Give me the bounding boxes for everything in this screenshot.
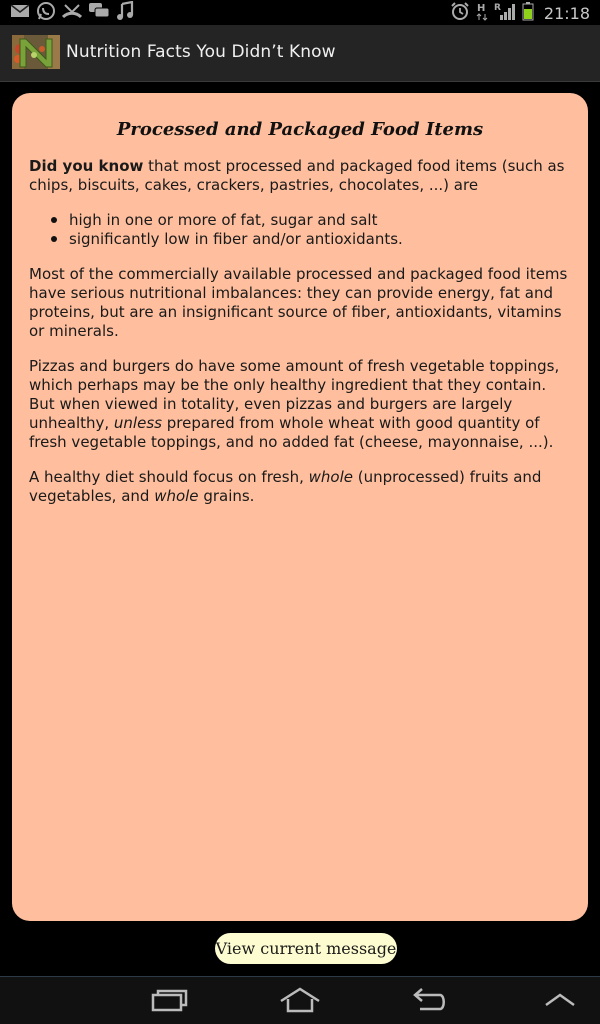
whole-emphasis: whole — [154, 487, 199, 505]
back-icon — [412, 987, 448, 1017]
status-bar — [0, 0, 600, 25]
svg-text:H: H — [476, 3, 486, 14]
home-button[interactable] — [270, 983, 330, 1021]
intro-paragraph — [29, 157, 571, 195]
list-item — [51, 211, 571, 230]
intro-text: that most processed and packaged food items (such as chips, biscuits, cakes, crackers, pastries, chocolates, ...) are — [29, 157, 565, 194]
battery-icon — [522, 1, 534, 25]
diet-text-b: (unprocessed) fruits and vegetables, and — [29, 468, 542, 505]
paragraph-pizzas — [29, 357, 571, 452]
menu-up-button[interactable] — [530, 983, 590, 1021]
bullet-text: high in one or more of fat, sugar and salt — [69, 211, 378, 229]
article-card — [12, 93, 588, 921]
action-bar — [0, 25, 600, 82]
list-item — [51, 230, 571, 249]
article-title: Processed and Packaged Food Items — [116, 119, 484, 140]
whatsapp-icon — [36, 1, 56, 25]
diet-text-c: grains. — [198, 487, 255, 505]
chat-icon — [88, 2, 110, 24]
view-current-message-button[interactable]: View current message — [215, 933, 397, 964]
clock: 21:18 — [543, 3, 590, 23]
missed-call-icon — [62, 2, 82, 24]
bullet-dot — [51, 236, 57, 242]
navigation-bar — [0, 976, 600, 1024]
recent-apps-button[interactable] — [140, 983, 200, 1021]
paragraph-healthy-diet — [29, 468, 571, 506]
music-icon — [116, 1, 134, 25]
whole-emphasis: whole — [308, 468, 353, 486]
alarm-icon — [450, 1, 470, 25]
app-logo[interactable] — [12, 35, 60, 69]
did-you-know-label: Did you know — [29, 157, 144, 175]
home-icon — [279, 987, 321, 1017]
bullet-list — [29, 211, 571, 249]
signal-icon — [494, 1, 516, 25]
unless-emphasis: unless — [113, 414, 162, 432]
bullet-dot — [51, 217, 57, 223]
diet-text-a: A healthy diet should focus on fresh, — [29, 468, 309, 486]
system-indicators — [450, 2, 590, 24]
pizzas-text-b: prepared from whole wheat with good quantity of fresh vegetable toppings, and no added fat (cheese, mayonnaise, ...). — [29, 414, 554, 451]
recent-apps-icon — [151, 988, 189, 1016]
app-title: Nutrition Facts You Didn’t Know — [66, 42, 336, 62]
notification-icons — [10, 3, 134, 23]
back-button[interactable] — [400, 983, 460, 1021]
bullet-text: significantly low in fiber and/or antioxidants. — [69, 230, 403, 248]
mail-icon — [10, 3, 30, 23]
svg-text:R: R — [493, 3, 501, 13]
pizzas-text-a: Pizzas and burgers do have some amount of fresh vegetable toppings, which perhaps may be the only healthy ingredient that they contain. But when viewed in totality, even pizzas and burgers are largely unhealthy, — [29, 357, 560, 432]
paragraph-imbalances: Most of the commercially available processed and packaged food items have serious nutritional imbalances: they can provide energy, fat and proteins, but are an insignificant source of fiber, antioxidants, vitamins or minerals. — [29, 265, 568, 340]
menu-up-icon — [544, 992, 576, 1012]
hspa-icon — [476, 1, 488, 25]
